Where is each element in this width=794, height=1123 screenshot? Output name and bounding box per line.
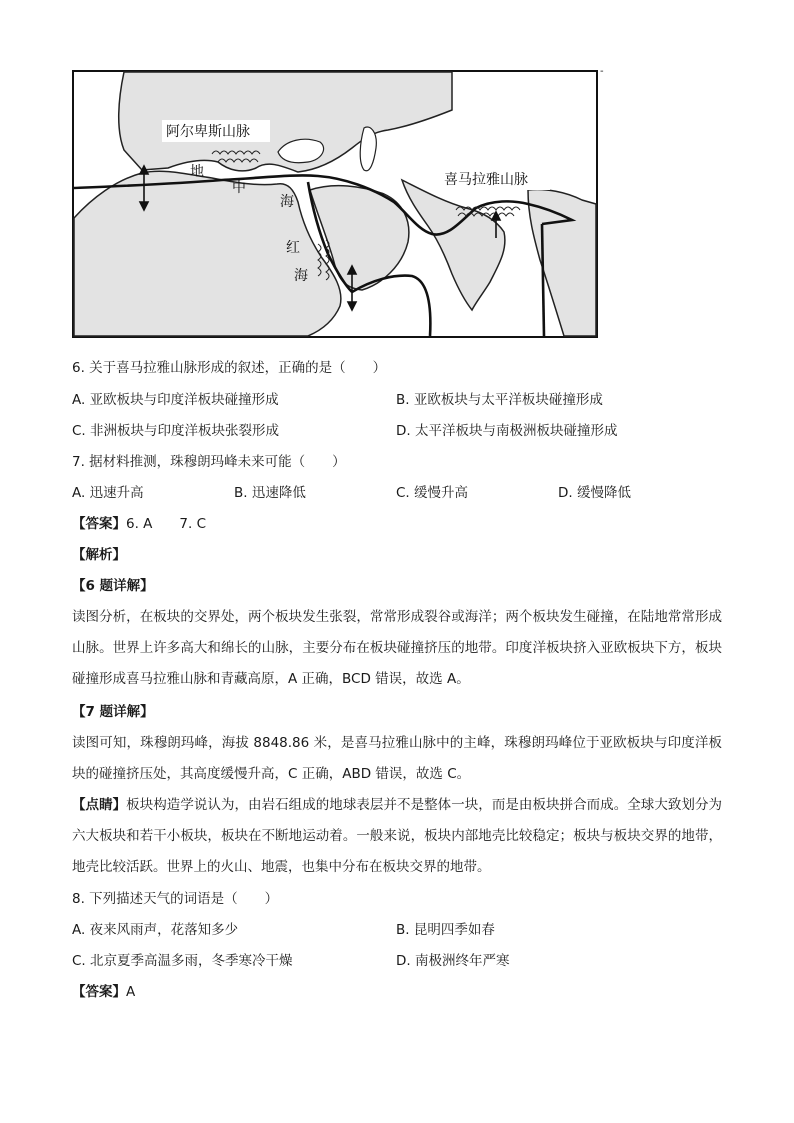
q8-option-c: C. 北京夏季高温多雨，冬季寒冷干燥: [72, 953, 293, 969]
answer-label: 【答案】: [72, 516, 126, 532]
label-hai-mediterranean: 海: [280, 194, 294, 210]
q8-option-b: B. 昆明四季如春: [396, 922, 495, 938]
label-hong: 红: [286, 240, 300, 256]
detail7-heading: 【7 题详解】: [72, 704, 154, 720]
q6-option-d: D. 太平洋板块与南极洲板块碰撞形成: [396, 423, 618, 439]
q7-option-d: D. 缓慢降低: [558, 485, 631, 501]
answer-6-7: [72, 514, 206, 534]
analysis-label: 【解析】: [72, 547, 126, 563]
q6-option-a: A. 亚欧板块与印度洋板块碰撞形成: [72, 392, 279, 408]
answer-text: 6. A 7. C: [126, 516, 207, 532]
q7-option-b: B. 迅速降低: [234, 485, 306, 501]
answer-text: A: [126, 984, 136, 1000]
q8-stem: 8. 下列描述天气的词语是（ ）: [72, 891, 279, 907]
corner-mark: -: [600, 66, 604, 77]
plate-map: [72, 70, 598, 338]
detail6-heading: 【6 题详解】: [72, 578, 154, 594]
detail6-text: 读图分析，在板块的交界处，两个板块发生张裂，常常形成裂谷或海洋；两个板块发生碰撞，在陆地常常形成山脉。世界上许多高大和绵长的山脉，主要分布在板块碰撞挤压的地带。印度洋板块挤入亚欧板块下方，板块碰撞形成喜马拉雅山脉和青藏高原，A 正确，BCD 错误，故选 A。: [72, 609, 722, 687]
q7-option-c: C. 缓慢升高: [396, 485, 469, 501]
tip-label: 【点睛】: [72, 797, 127, 813]
answer-label: 【答案】: [72, 984, 126, 1000]
label-zhong: 中: [232, 180, 246, 196]
label-di: 地: [190, 164, 204, 180]
q6-stem: 6. 关于喜马拉雅山脉形成的叙述，正确的是（ ）: [72, 360, 387, 376]
q7-option-a: A. 迅速升高: [72, 485, 144, 501]
tip-text: 板块构造学说认为，由岩石组成的地球表层并不是整体一块，而是由板块拼合而成。全球大致划分为六大板块和若干小板块，板块在不断地运动着。一般来说，板块内部地壳比较稳定；板块与板块交界的地带，地壳比较活跃。世界上的火山、地震，也集中分布在板块交界的地带。: [72, 797, 723, 875]
q6-option-b: B. 亚欧板块与太平洋板块碰撞形成: [396, 392, 603, 408]
label-alps: 阿尔卑斯山脉: [166, 124, 250, 140]
tip-paragraph: [72, 790, 722, 883]
label-hai-red-sea: 海: [294, 268, 308, 284]
q7-stem: 7. 据材料推测，珠穆朗玛峰未来可能（ ）: [72, 454, 346, 470]
q8-option-a: A. 夜来风雨声，花落知多少: [72, 922, 239, 938]
detail7-text: 读图可知，珠穆朗玛峰，海拔 8848.86 米，是喜马拉雅山脉中的主峰，珠穆朗玛峰位于亚欧板块与印度洋板块的碰撞挤压处，其高度缓慢升高，C 正确，ABD 错误，故选 C。: [72, 735, 722, 782]
answer-8: [72, 982, 135, 1002]
q8-option-d: D. 南极洲终年严寒: [396, 953, 510, 969]
plate-map-svg: [72, 70, 598, 338]
q6-option-c: C. 非洲板块与印度洋板块张裂形成: [72, 423, 280, 439]
label-himalaya: 喜马拉雅山脉: [444, 172, 528, 188]
